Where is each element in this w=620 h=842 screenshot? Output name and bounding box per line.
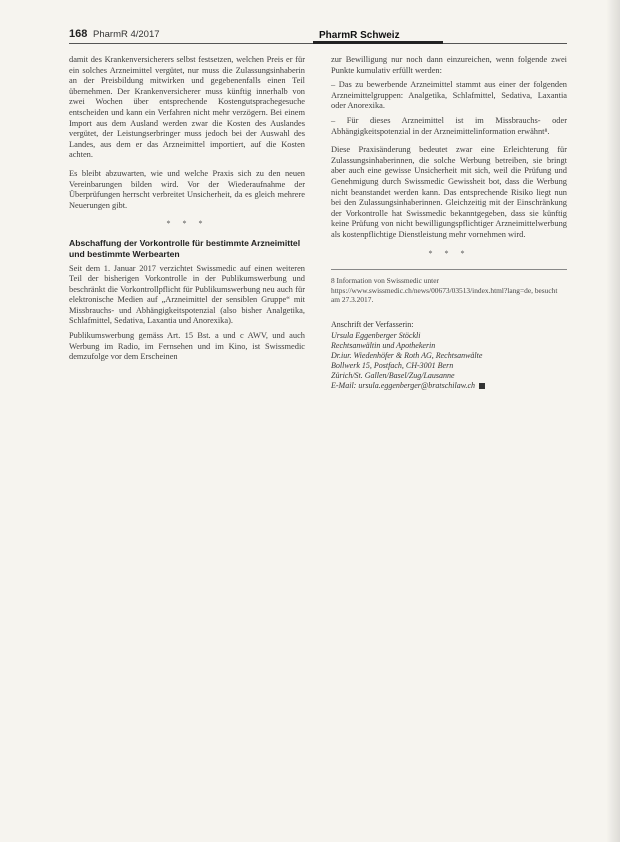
end-of-article-mark xyxy=(479,383,485,389)
left-column xyxy=(69,55,305,371)
right-column xyxy=(331,55,567,391)
author-line: Zürich/St. Gallen/Basel/Zug/Lausanne xyxy=(331,371,455,381)
footnote: 8 Information von Swissmedic unter https://www.swissmedic.ch/news/00673/03513/index.html?lang=de, besucht am 27.3.2017. xyxy=(331,269,567,304)
section-separator: * * * xyxy=(428,248,470,258)
page-number: 168 xyxy=(69,28,88,40)
paragraph: Publikumswerbung gemäss Art. 15 Bst. a und c AWV, und auch Werbung im Radio, im Fernsehen und im Kino, ist Swissmedic demzufolge vor dem Erscheinen xyxy=(69,331,305,362)
author-line: Ursula Eggenberger Stöckli xyxy=(331,331,421,341)
author-line: Bollwerk 15, Postfach, CH-3001 Bern xyxy=(331,361,454,371)
page-edge-shadow xyxy=(606,0,620,842)
author-line: Rechtsanwältin und Apothekerin xyxy=(331,341,436,351)
section-separator: * * * xyxy=(166,219,208,229)
section-title: PharmR Schweiz xyxy=(319,30,400,41)
author-label: Anschrift der Verfasserin: xyxy=(331,320,414,330)
list-item: – Das zu bewerbende Arzneimittel stammt aus einer der folgenden Arzneimittelgruppen: Analgetika, Schlafmittel, Sedativa, Laxantia oder Anorexika. xyxy=(331,80,567,111)
paragraph: Es bleibt abzuwarten, wie und welche Praxis sich zu den neuen Vereinbarungen bilden wird. Vor der Wiederaufnahme der Überprüfungen herrscht verbreitet Unsicherheit, da es gleich mehrere Neuerungen gibt. xyxy=(69,168,305,210)
paragraph: Seit dem 1. Januar 2017 verzichtet Swissmedic auf einen weiteren Teil der bisherigen Vorkontrolle in der Publikumswerbung und beschränkt die Vorkontrollpflicht für Publikumswerbung neu auch für elektronische Medien auf „Arzneimittel der sensiblen Gruppe“ mit Missbrauchs- und Abhängigkeitspotenzial (also bisher Analgetika, Schlafmittel, Sedativa, Laxantia und Anorexika). xyxy=(69,263,305,326)
author-email[interactable]: E-Mail: ursula.eggenberger@bratschilaw.ch xyxy=(331,381,476,391)
section-heading: Abschaffung der Vorkontrolle für bestimmte Arzneimittel und bestimmte Werbearten xyxy=(69,237,301,259)
author-line: Dr.iur. Wiedenhöfer & Roth AG, Rechtsanwälte xyxy=(331,351,483,361)
list-item: – Für dieses Arzneimittel ist im Missbrauchs- oder Abhängigkeitspotenzial in der Arzneimittelinformation erwähnt⁸. xyxy=(331,115,567,136)
page-header xyxy=(69,26,567,46)
author-address xyxy=(331,320,567,391)
section-rule xyxy=(313,41,443,44)
journal-title: PharmR 4/2017 xyxy=(93,29,160,40)
paragraph: zur Bewilligung nur noch dann einzureichen, wenn folgende zwei Punkte kumulativ erfüllt werden: xyxy=(331,55,567,75)
paragraph: damit des Krankenversicherers selbst festsetzen, welchen Preis er für ein solches Arzneimittel vergütet, nur muss die Zulassungsinhaberin an der Preisbildung mitwirken und gegebenenfalls einen Teil übernehmen. Der Krankenversicherer muss künftig innerhalb von zwei Wochen über entsprechende Kostengutsprachegesuche entscheiden und kann ein Verfahren nicht mehr verzögern. Bei einem Import aus dem Ausland werden zwar die Kosten des Auslandes vergütet, der Leistungserbringer muss jedoch bei der Auswahl des Landes, aus dem er das Arzneimittel importiert, auf die Kosten achten. xyxy=(69,55,305,160)
paragraph: Diese Praxisänderung bedeutet zwar eine Erleichterung für Zulassungsinhaberinnen, die solche Werbung betreiben, sie bringt aber auch eine gewisse Unsicherheit mit sich, weil die Prüfung und Genehmigung durch Swissmedic Gewissheit bot, dass die Werbung nicht beanstandet werden kann. Das entsprechende Risiko liegt nun bei den Zulassungsinhaberinnen. Gleichzeitig mit der Einschränkung der Vorkontrolle hat Swissmedic bekanntgegeben, dass sie künftig keine Prüfung von nicht bewilligungspflichtiger Arzneimittelwerbung als kostenpflichtige Dienstleistung mehr vornehmen wird. xyxy=(331,145,567,239)
